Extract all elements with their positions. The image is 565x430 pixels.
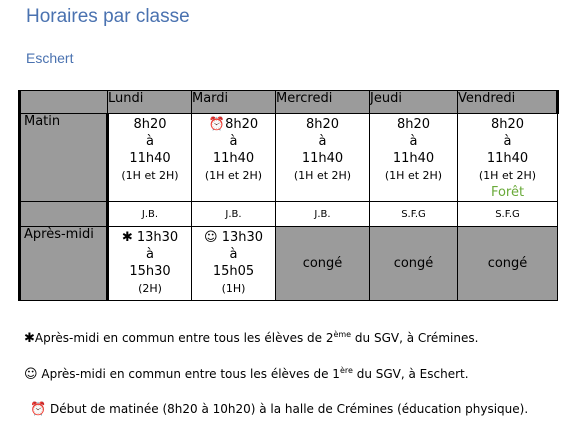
class-note: (1H et 2H)	[204, 169, 263, 182]
start-time: 13h30	[136, 230, 179, 245]
header-mardi: Mardi	[192, 91, 276, 114]
note-sup: ère	[339, 366, 353, 375]
matin-vendredi	[458, 114, 558, 202]
teacher-vendredi: S.F.G	[458, 202, 558, 227]
a-word: à	[229, 134, 238, 149]
class-note: (1H et 2H)	[478, 169, 537, 182]
a-word: à	[503, 134, 512, 149]
asterisk-icon: ✱	[24, 331, 35, 346]
header-lundi: Lundi	[108, 91, 192, 114]
asterisk-icon: ✱	[121, 230, 133, 245]
schedule-table	[18, 90, 559, 301]
class-note: (1H et 2H)	[384, 169, 443, 182]
header-corner	[20, 91, 108, 114]
teacher-row	[20, 202, 558, 227]
smiley-icon: ☺	[203, 230, 218, 245]
apres-mardi	[192, 227, 276, 301]
note-alarm	[30, 402, 528, 417]
matin-mardi	[192, 114, 276, 202]
header-row	[20, 91, 558, 114]
note-text-end: du SGV, à Eschert.	[352, 367, 469, 381]
note-smiley	[24, 366, 469, 382]
header-vendredi: Vendredi	[458, 91, 558, 114]
a-word: à	[146, 247, 154, 262]
matin-lundi	[108, 114, 192, 202]
apres-midi-label: Après-midi	[20, 227, 108, 301]
teacher-jeudi: S.F.G	[370, 202, 458, 227]
note-text-end: du SGV, à Crémines.	[351, 331, 479, 345]
matin-row	[20, 114, 558, 202]
note-text: Début de matinée (8h20 à 10h20) à la halle de Crémines (éducation physique).	[46, 402, 529, 416]
start-time: 8h20	[305, 117, 340, 132]
a-word: à	[318, 134, 327, 149]
start-time: 8h20	[133, 117, 167, 132]
header-mercredi: Mercredi	[276, 91, 370, 114]
end-time: 11h40	[212, 151, 255, 166]
note-sup: ème	[333, 330, 352, 339]
teacher-lundi: J.B.	[108, 202, 192, 227]
a-word: à	[409, 134, 418, 149]
apres-mercredi-conge: congé	[276, 227, 370, 301]
a-word: à	[229, 247, 238, 262]
page-title: Horaires par classe	[26, 6, 190, 27]
start-time: 8h20	[225, 117, 259, 132]
class-subtitle: Eschert	[26, 50, 74, 66]
a-word: à	[146, 134, 154, 149]
alarm-clock-icon: ⏰	[30, 402, 47, 417]
matin-mercredi	[276, 114, 370, 202]
note-asterisk	[24, 330, 478, 346]
note-text: Après-midi en commun entre tous les élèves de 2	[34, 331, 334, 345]
teacher-row-label	[20, 202, 108, 227]
header-jeudi: Jeudi	[370, 91, 458, 114]
matin-label: Matin	[20, 114, 108, 202]
end-time: 11h40	[129, 151, 171, 166]
teacher-mercredi: J.B.	[276, 202, 370, 227]
end-time: 11h40	[392, 151, 435, 166]
teacher-mardi: J.B.	[192, 202, 276, 227]
schedule-table-wrapper	[18, 90, 559, 301]
class-note: (1H et 2H)	[121, 169, 179, 182]
smiley-icon: ☺	[24, 367, 38, 382]
start-time: 13h30	[221, 230, 264, 245]
matin-jeudi	[370, 114, 458, 202]
alarm-clock-icon: ⏰	[208, 117, 226, 132]
end-time: 11h40	[301, 151, 344, 166]
apres-lundi	[108, 227, 192, 301]
apres-vendredi-conge: congé	[458, 227, 558, 301]
apres-midi-row	[20, 227, 558, 301]
end-time: 11h40	[486, 151, 529, 166]
class-note: (2H)	[138, 282, 162, 295]
class-note: (1H)	[221, 282, 246, 295]
class-note: (1H et 2H)	[293, 169, 352, 182]
end-time: 15h05	[212, 264, 255, 279]
end-time: 15h30	[129, 264, 171, 279]
apres-jeudi-conge: congé	[370, 227, 458, 301]
note-text: Après-midi en commun entre tous les élèves de 1	[37, 367, 340, 381]
foret-note: Forêt	[490, 185, 525, 200]
start-time: 8h20	[490, 117, 525, 132]
start-time: 8h20	[396, 117, 431, 132]
